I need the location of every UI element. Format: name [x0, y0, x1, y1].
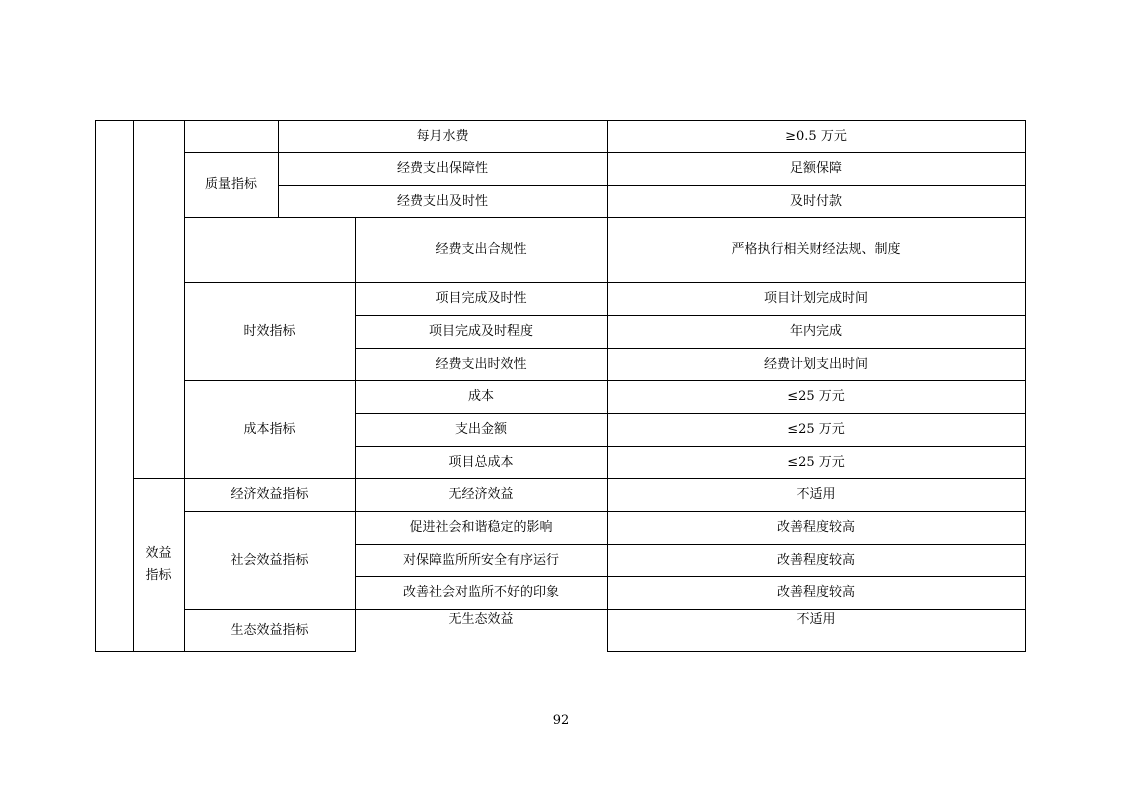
metric-cell: 每月水费 — [416, 128, 469, 144]
metric-cell: 支出金额 — [454, 422, 507, 437]
subcategory-ecological: 生态效益指标 — [230, 622, 309, 638]
subcategory-economic: 经济效益指标 — [230, 487, 309, 502]
subcategory-social: 社会效益指标 — [230, 552, 309, 568]
value-cell: ≥0.5 万元 — [785, 128, 847, 144]
metric-cell: 项目总成本 — [448, 454, 514, 470]
metric-cell: 经费支出及时性 — [396, 193, 488, 209]
metric-cell: 经费支出保障性 — [396, 161, 488, 176]
value-cell: 及时付款 — [789, 193, 842, 209]
value-cell: 改善程度较高 — [776, 585, 855, 600]
category-timeliness: 时效指标 — [243, 323, 296, 339]
value-cell: 不适用 — [796, 487, 836, 502]
category-cost: 成本指标 — [243, 421, 296, 437]
value-cell: 年内完成 — [789, 324, 842, 339]
benefit-label-line2: 指标 — [145, 567, 172, 583]
value-cell: 改善程度较高 — [776, 552, 855, 568]
value-cell: 不适用 — [796, 612, 836, 627]
metric-cell: 经费支出合规性 — [435, 242, 527, 257]
metric-cell: 促进社会和谐稳定的影响 — [409, 520, 553, 535]
metric-cell: 无生态效益 — [448, 612, 514, 627]
value-cell: ≤25 万元 — [787, 454, 845, 470]
value-cell: 项目计划完成时间 — [763, 291, 868, 306]
category-quality: 质量指标 — [204, 177, 257, 192]
metric-cell: 项目完成及时程度 — [428, 324, 533, 339]
value-cell: 经费计划支出时间 — [763, 356, 868, 372]
metric-cell: 无经济效益 — [448, 487, 514, 502]
metric-cell: 项目完成及时性 — [435, 291, 527, 306]
metric-cell: 对保障监所所安全有序运行 — [402, 552, 559, 568]
value-cell: 严格执行相关财经法规、制度 — [731, 242, 901, 257]
category-benefit — [133, 478, 184, 651]
value-cell: ≤25 万元 — [787, 389, 845, 404]
metric-cell: 改善社会对监所不好的印象 — [402, 585, 559, 600]
benefit-label-line1: 效益 — [145, 545, 172, 561]
metric-cell: 经费支出时效性 — [435, 356, 527, 372]
metric-cell: 成本 — [467, 389, 494, 404]
value-cell: 改善程度较高 — [776, 520, 855, 535]
page-number: 92 — [552, 713, 570, 728]
value-cell: ≤25 万元 — [787, 422, 845, 437]
value-cell: 足额保障 — [789, 161, 842, 176]
